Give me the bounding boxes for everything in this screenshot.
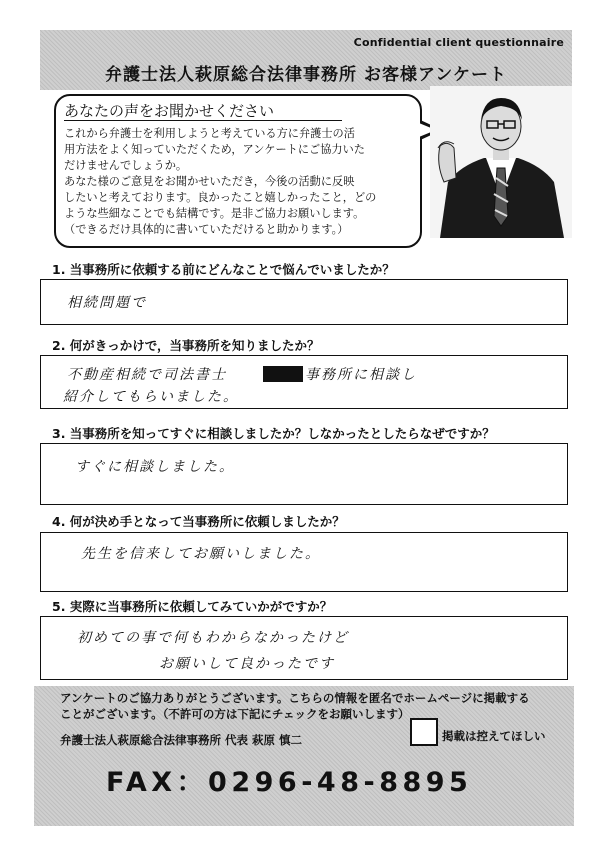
footer-thanks: [60, 690, 530, 722]
answer-4-line: 先生を信来してお願いしました。: [81, 546, 321, 562]
footer-thanks-line: アンケートのご協力ありがとうございます。こちらの情報を匿名でホームページに掲載する: [60, 691, 530, 705]
question-3: 3. 当事務所を知ってすぐに相談しましたか？しなかったとしたらなぜですか？: [52, 426, 495, 441]
answer-box-4[interactable]: [40, 532, 568, 592]
no-publish-checkbox[interactable]: [410, 718, 438, 746]
intro-line: 用方法をよく知っていただくため，アンケートにご協力いた: [64, 143, 365, 156]
answer-2-line: 不動産相続で司法書士: [67, 367, 227, 383]
intro-line: これから弁護士を利用しようと考えている方に弁護士の活: [64, 127, 355, 140]
intro-line: だけませんでしょうか。: [64, 159, 188, 172]
answer-5-line: 初めての事で何もわからなかったけど: [77, 630, 349, 646]
answer-3-line: すぐに相談しました。: [75, 459, 235, 475]
question-1: 1. 当事務所に依頼する前にどんなことで悩んでいましたか？: [52, 262, 395, 277]
intro-heading-underline: [64, 120, 342, 121]
lawyer-photo: [430, 86, 572, 238]
redaction-mark: [263, 366, 303, 382]
answer-1-line: 相続問題で: [67, 295, 147, 311]
answer-2-line: 紹介してもらいました。: [63, 389, 239, 405]
question-4: 4. 何が決め手となって当事務所に依頼しましたか？: [52, 514, 345, 529]
intro-line: ような些細なことでも結構です。是非ご協力お願いします。: [64, 207, 365, 220]
intro-line: あなた様のご意見をお聞かせいただき，今後の活動に反映: [64, 175, 355, 188]
answer-box-3[interactable]: [40, 443, 568, 505]
firm-representative: 弁護士法人萩原総合法律事務所 代表 萩原 慎二: [60, 733, 303, 747]
confidential-label: Confidential client questionnaire: [353, 36, 564, 49]
intro-bubble: [54, 94, 422, 248]
answer-box-2[interactable]: [40, 355, 568, 409]
header-band: [40, 30, 572, 90]
footer-band: [34, 686, 574, 826]
answer-5-line: お願いして良かったです: [159, 656, 335, 672]
intro-line: したいと考えております。良かったこと嬉しかったこと，どの: [64, 191, 377, 204]
footer-thanks-line: ことがございます。（不許可の方は下記にチェックをお願いします）: [60, 707, 410, 721]
intro-heading: あなたの声をお聞かせください: [64, 102, 275, 120]
answer-2-line: 事務所に相談し: [305, 367, 417, 383]
intro-line: （できるだけ具体的に書いていただけると助かります。）: [64, 223, 349, 236]
no-publish-label: 掲載は控えてほしい: [442, 729, 546, 743]
question-2: 2. 何がきっかけで，当事務所を知りましたか？: [52, 338, 320, 353]
question-5: 5. 実際に当事務所に依頼してみていかがですか？: [52, 599, 333, 614]
lawyer-portrait-icon: [430, 86, 572, 238]
fax-number: FAX：0296-48-8895: [106, 767, 473, 798]
answer-box-5[interactable]: [40, 616, 568, 680]
intro-text: [64, 126, 416, 238]
page-title: 弁護士法人萩原総合法律事務所 お客様アンケート: [105, 65, 507, 85]
answer-box-1[interactable]: [40, 279, 568, 325]
